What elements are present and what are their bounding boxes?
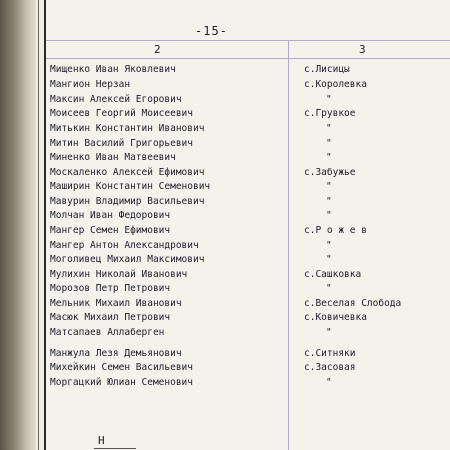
village-name: " [326, 152, 332, 163]
list-item [0, 210, 450, 224]
person-name: Максин Алексей Егорович [50, 94, 182, 105]
list-item [0, 152, 450, 166]
list-item [0, 327, 450, 341]
village-name: " [326, 283, 332, 294]
page-number: -15- [195, 24, 228, 38]
list-item [0, 123, 450, 137]
person-name: Митин Василий Григорьевич [50, 138, 193, 149]
list-item [0, 254, 450, 268]
village-name: " [326, 327, 332, 338]
list-item [0, 312, 450, 326]
village-name: с.Забужье [304, 167, 356, 178]
footer-mark: Н [98, 434, 105, 447]
village-name: " [326, 123, 332, 134]
person-name: Мангион Нерзан [50, 79, 131, 90]
village-name: с.Ковичевка [304, 312, 367, 323]
list-item [0, 283, 450, 297]
village-name: с.Засовая [304, 362, 356, 373]
village-name: с.Грувкое [304, 108, 356, 119]
village-name: с.Р о ж е в [304, 225, 367, 236]
list-item [0, 377, 450, 391]
list-item [0, 298, 450, 312]
village-name: " [326, 210, 332, 221]
person-name: Моголивец Михаил Максимович [50, 254, 205, 265]
person-name: Мельник Михаил Иванович [50, 298, 182, 309]
village-name: " [326, 94, 332, 105]
village-name: " [326, 181, 332, 192]
list-item [0, 269, 450, 283]
person-name: Москаленко Алексей Ефимович [50, 167, 205, 178]
list-item [0, 225, 450, 239]
person-name: Моргацкий Юлиан Семенович [50, 377, 193, 388]
village-name: с.Лисицы [304, 64, 350, 75]
list-item [0, 240, 450, 254]
person-name: Мавурин Владимир Васильевич [50, 196, 205, 207]
village-name: с.Королевка [304, 79, 367, 90]
list-item [0, 64, 450, 78]
person-name: Матсапаев Аллаберген [50, 327, 165, 338]
header-top-rule [46, 40, 450, 41]
person-name: Мангер Семен Ефимович [50, 225, 171, 236]
village-name: " [326, 196, 332, 207]
village-name: с.Сашковка [304, 269, 362, 280]
list-item [0, 196, 450, 210]
person-name: Манжула Лезя Демьянович [50, 348, 182, 359]
list-item [0, 362, 450, 376]
list-item [0, 94, 450, 108]
column-header-2: 2 [154, 43, 161, 56]
person-name: Морозов Петр Петрович [50, 283, 171, 294]
column-header-3: 3 [359, 43, 366, 56]
person-name: Михейкин Семен Васильевич [50, 362, 193, 373]
person-name: Молчан Иван Федорович [50, 210, 171, 221]
person-name: Моисеев Георгий Моисеевич [50, 108, 193, 119]
list-item [0, 79, 450, 93]
village-name: " [326, 377, 332, 388]
list-item [0, 167, 450, 181]
village-name: " [326, 138, 332, 149]
list-item [0, 138, 450, 152]
village-name: " [326, 254, 332, 265]
person-name: Мищенко Иван Яковлевич [50, 64, 176, 75]
list-item [0, 181, 450, 195]
person-name: Маширин Константин Семенович [50, 181, 211, 192]
person-name: Миненко Иван Матвеевич [50, 152, 176, 163]
person-name: Мулихин Николай Иванович [50, 269, 188, 280]
list-item [0, 108, 450, 122]
footer-underline [94, 448, 136, 449]
person-name: Митькин Константин Иванович [50, 123, 205, 134]
header-bottom-rule [46, 58, 450, 59]
village-name: с.Ситняки [304, 348, 356, 359]
person-name: Мангер Антон Александрович [50, 240, 199, 251]
list-item [0, 348, 450, 362]
person-name: Масюк Михаил Петрович [50, 312, 171, 323]
village-name: " [326, 240, 332, 251]
village-name: с.Веселая Слобода [304, 298, 402, 309]
